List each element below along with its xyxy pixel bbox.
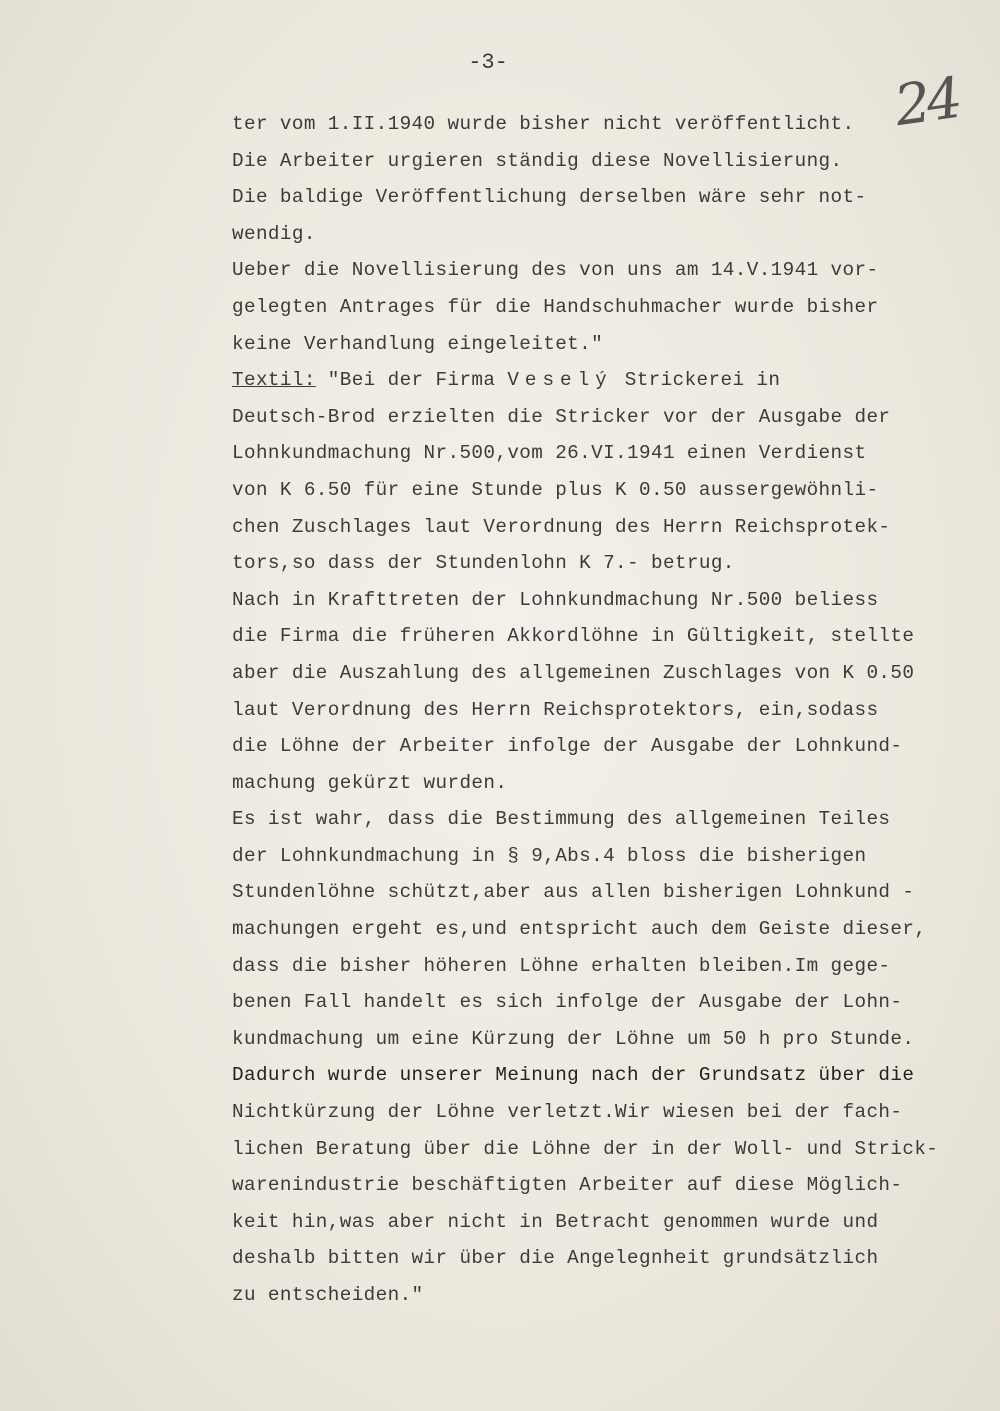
text-line: Dadurch wurde unserer Meinung nach der Grundsatz über die xyxy=(232,1064,915,1087)
textil-label: Textil: xyxy=(232,369,316,392)
firm-name: Veselý xyxy=(507,369,613,392)
text-line: Deutsch-Brod erzielten die Stricker vor der Ausgabe der xyxy=(232,405,891,428)
page-number: -3- xyxy=(468,50,508,75)
text-line: Ueber die Novellisierung des von uns am 14.V.1941 vor- xyxy=(232,259,879,282)
text-line: dass die bisher höheren Löhne erhalten bleiben.Im gege- xyxy=(232,954,891,977)
handwritten-folio-number: 24 xyxy=(890,65,963,140)
text-line: zu entscheiden." xyxy=(232,1284,424,1306)
text-line: deshalb bitten wir über die Angelegnheit grundsätzlich xyxy=(232,1247,879,1270)
text-line: lichen Beratung über die Löhne der in der Woll- und Strick- xyxy=(232,1137,939,1160)
text-line: warenindustrie beschäftigten Arbeiter auf diese Möglich- xyxy=(232,1174,903,1197)
text-line: der Lohnkundmachung in § 9,Abs.4 bloss die bisherigen xyxy=(232,844,867,867)
typewritten-body xyxy=(232,106,962,1314)
text-line: gelegten Antrages für die Handschuhmacher wurde bisher xyxy=(232,295,879,318)
text-line: Lohnkundmachung Nr.500,vom 26.VI.1941 einen Verdienst xyxy=(232,442,867,465)
text-line: Die baldige Veröffentlichung derselben wäre sehr not- xyxy=(232,186,867,209)
text-line: aber die Auszahlung des allgemeinen Zuschlages von K 0.50 xyxy=(232,661,915,684)
text-line: benen Fall handelt es sich infolge der Ausgabe der Lohn- xyxy=(232,991,903,1014)
text-line: tors,so dass der Stundenlohn K 7.- betrug. xyxy=(232,552,735,575)
text-line: von K 6.50 für eine Stunde plus K 0.50 aussergewöhnli- xyxy=(232,478,879,501)
text-line: Nichtkürzung der Löhne verletzt.Wir wiesen bei der fach- xyxy=(232,1101,903,1124)
text-line: kundmachung um eine Kürzung der Löhne um 50 h pro Stunde. xyxy=(232,1027,915,1050)
text-line: Die Arbeiter urgieren ständig diese Novellisierung. xyxy=(232,149,843,172)
text-line: keit hin,was aber nicht in Betracht genommen wurde und xyxy=(232,1210,879,1233)
text-line: Nach in Krafttreten der Lohnkundmachung Nr.500 beliess xyxy=(232,588,879,611)
text-line: Es ist wahr, dass die Bestimmung des allgemeinen Teiles xyxy=(232,808,891,831)
text-line: machungen ergeht es,und entspricht auch dem Geiste dieser, xyxy=(232,918,927,941)
text-line-textil xyxy=(232,362,962,399)
text-line: die Löhne der Arbeiter infolge der Ausgabe der Lohnkund- xyxy=(232,735,903,758)
text-line: Stundenlöhne schützt,aber aus allen bisherigen Lohnkund - xyxy=(232,881,915,904)
text-line: machung gekürzt wurden. xyxy=(232,771,508,794)
text-line: laut Verordnung des Herrn Reichsprotektors, ein,sodass xyxy=(232,698,879,721)
text-line: wendig. xyxy=(232,222,316,245)
text-line: die Firma die früheren Akkordlöhne in Gültigkeit, stellte xyxy=(232,625,915,648)
text-line: ter vom 1.II.1940 wurde bisher nicht veröffentlicht. xyxy=(232,113,855,135)
textil-after: Strickerei in xyxy=(612,369,781,392)
text-line: keine Verhandlung eingeleitet." xyxy=(232,332,604,355)
textil-intro: "Bei der Firma xyxy=(315,369,508,392)
text-line: chen Zuschlages laut Verordnung des Herrn Reichsprotek- xyxy=(232,515,891,538)
